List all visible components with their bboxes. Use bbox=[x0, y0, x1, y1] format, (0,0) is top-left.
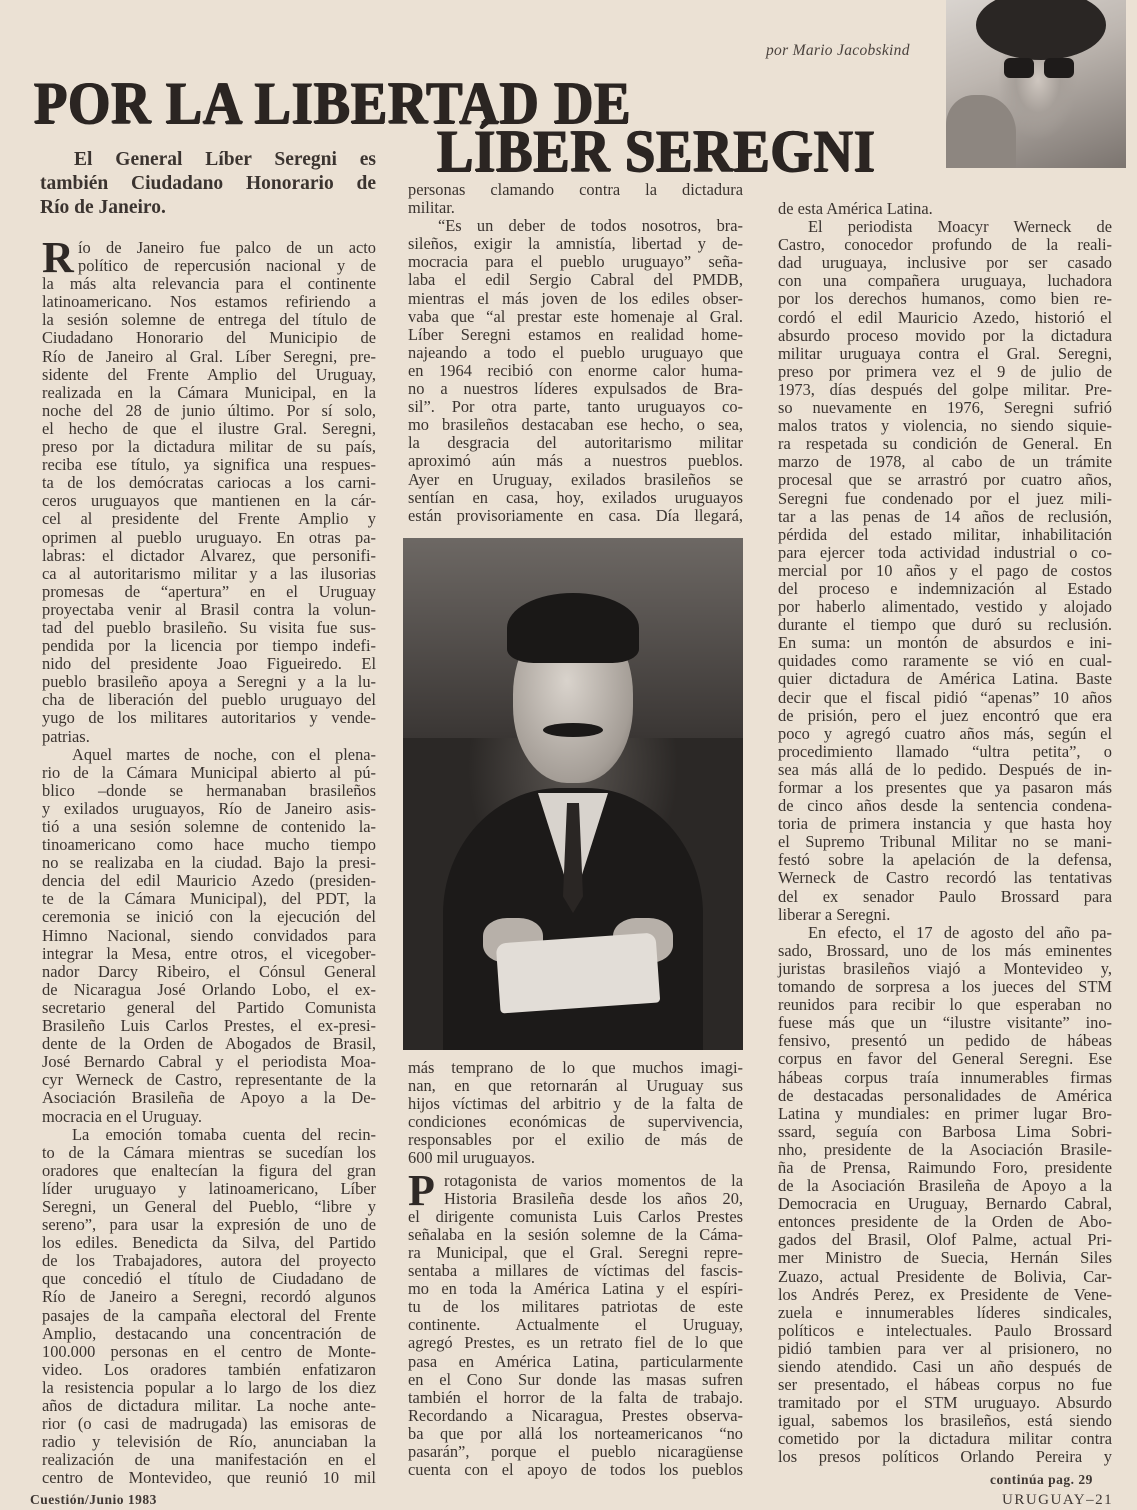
text-line: Ayer en Uruguay, exilados brasileños se bbox=[408, 469, 743, 489]
drop-cap: P bbox=[408, 1165, 435, 1215]
text-line: sileños, exigir la amnistía, libertad y de- bbox=[408, 234, 743, 254]
text-line: patrias. bbox=[42, 726, 90, 746]
text-line: zuela e innumerables líderes sindicales, bbox=[778, 1302, 1112, 1322]
photo-book bbox=[496, 933, 660, 1014]
text-line: la más alta relevancia para el continente bbox=[42, 274, 376, 294]
text-line: pueblo brasileño apoya a Seregni y a la lu- bbox=[42, 672, 376, 692]
text-line: sado, Brossard, uno de los más eminentes bbox=[778, 940, 1112, 960]
paragraph bbox=[778, 924, 1112, 1467]
text-line: rotagonista de varios momentos de la bbox=[444, 1170, 743, 1190]
text-line: nido del presidente Joao Figueiredo. El bbox=[42, 654, 376, 674]
text-line: mo brasileños destacaban ese hecho, o sea, bbox=[408, 415, 743, 435]
text-line: Democracia en Uruguay, Bernardo Cabral, bbox=[778, 1194, 1112, 1214]
footer-issue: Cuestión/Junio 1983 bbox=[30, 1492, 157, 1507]
paragraph bbox=[408, 181, 743, 217]
text-line: ssard, seguía con Barbosa Lima Sobri- bbox=[778, 1121, 1112, 1141]
text-line: cha de liberación del pueblo uruguayo del bbox=[42, 690, 376, 710]
text-line: video. Los oradores también enfatizaron bbox=[42, 1359, 376, 1379]
text-line: fuese más que un “ilustre visitante” ino- bbox=[778, 1013, 1112, 1033]
paragraph bbox=[408, 1059, 743, 1168]
text-line: mientras el más joven de los ediles obser- bbox=[408, 288, 743, 308]
text-line: señalaba en la sesión solemne de la Cáma- bbox=[408, 1224, 743, 1244]
text-line: centro de Montevideo, que reunió 10 mil bbox=[42, 1468, 376, 1488]
headline-line-2: LÍBER SEREGNI bbox=[437, 116, 876, 185]
text-line: ser presentado, el hábeas corpus no fue bbox=[778, 1375, 1112, 1395]
text-line: La emoción tomaba cuenta del recin- bbox=[72, 1124, 376, 1144]
text-line: radio y televisión de Río, anunciaban la bbox=[42, 1432, 376, 1452]
text-line: Aquel martes de noche, con el plena- bbox=[72, 744, 376, 764]
text-line: el hecho de que el ilustre Gral. Seregni, bbox=[42, 418, 376, 438]
text-line: ca al autoritarismo militar y a las ilusorias bbox=[42, 563, 376, 583]
text-line: absurdo proceso movido por la dictadura bbox=[778, 325, 1112, 345]
text-line: malos tratos y violencia, no siendo siquie- bbox=[778, 416, 1112, 436]
text-line: ío de Janeiro fue palco de un acto bbox=[78, 238, 376, 257]
text-line: de esta América Latina. bbox=[778, 199, 933, 218]
text-line: blico –donde se hermanaban brasileños bbox=[42, 780, 376, 800]
text-line: por haberlo alimentado, vestido y alojado bbox=[778, 597, 1112, 617]
text-line: político de repercusión nacional y de bbox=[78, 256, 376, 276]
text-line: José Bernardo Cabral y el periodista Moa- bbox=[42, 1052, 376, 1072]
text-line: los ediles. Benedicta da Silva, del Partido bbox=[42, 1233, 376, 1253]
text-line: cel al presidente del Frente Amplio y bbox=[42, 509, 376, 529]
text-line: Río de Janeiro al Gral. Líber Seregni, pre- bbox=[42, 346, 376, 366]
text-line: de destacadas personalidades de América bbox=[778, 1085, 1112, 1105]
text-line: ta de los demócratas cariocas a los carni- bbox=[42, 473, 376, 493]
text-line: la desgracia del autoritarismo militar bbox=[408, 433, 743, 453]
text-line: militar uruguaya contra el Gral. Seregni, bbox=[778, 343, 1112, 363]
text-line: liberar a Seregni. bbox=[778, 904, 891, 924]
text-line: de cinco años desde la sentencia condena- bbox=[778, 796, 1112, 816]
text-line: juristas brasileños viajó a Montevideo y, bbox=[778, 958, 1112, 978]
text-line: noche del 28 de junio último. Por sí solo, bbox=[42, 400, 376, 420]
text-line: tu de los militares patriotas de este bbox=[408, 1297, 743, 1317]
text-line: tió a una sesión solemne de contenido la- bbox=[42, 817, 376, 836]
byline: por Mario Jacobskind bbox=[766, 42, 910, 59]
text-line: promesas de “apertura” en el Uruguay bbox=[42, 581, 376, 601]
text-line: pidió tambien para ver al prisionero, no bbox=[778, 1338, 1112, 1358]
text-line: najeando a todo el pueblo uruguayo que bbox=[408, 342, 743, 362]
text-line: Asociación Brasileña de Apoyo a la De- bbox=[42, 1088, 376, 1108]
text-line: dencia del edil Mauricio Azedo (presiden- bbox=[42, 871, 376, 891]
article-column-2-top bbox=[408, 181, 743, 525]
text-line: Historia Brasileña desde los años 20, bbox=[444, 1188, 743, 1208]
text-line: ra respetada su condición de General. En bbox=[778, 434, 1112, 454]
text-line: para ejercer toda actividad industrial o co- bbox=[778, 542, 1112, 562]
text-line: “Es un deber de todos nosotros, bra- bbox=[438, 216, 743, 236]
text-line: formar a los presentes que ya pasaron más bbox=[778, 778, 1112, 797]
text-line: sentaba a millares de víctimas del fascis- bbox=[408, 1261, 743, 1281]
text-line: la sesión solemne de entrega del título de bbox=[42, 310, 376, 330]
portrait-glasses bbox=[1004, 58, 1076, 80]
text-line: Zuazo, actual Presidente de Bolivia, Car- bbox=[778, 1266, 1112, 1286]
article-column-1 bbox=[42, 233, 376, 1488]
subheading-line: Río de Janeiro. bbox=[40, 197, 166, 218]
text-line: sea más allá de lo pedido. Después de in- bbox=[778, 759, 1112, 779]
text-line: Castro, conocedor profundo de la reali- bbox=[778, 235, 1112, 255]
text-line: sentían en casa, hoy, exilados uruguayos bbox=[408, 487, 743, 507]
text-line: los presos políticos Orlando Pereira y bbox=[778, 1447, 1112, 1467]
author-portrait-photo bbox=[946, 0, 1126, 168]
subheading bbox=[40, 148, 376, 220]
text-line: el dirigente comunista Luis Carlos Prestes bbox=[408, 1206, 743, 1226]
text-line: to de la Cámara mientras se sucedían los bbox=[42, 1142, 376, 1162]
text-line: integrar la Mesa, entre otros, el vicegober- bbox=[42, 943, 376, 963]
text-line: mercial por 10 años y el pago de costos bbox=[778, 560, 1112, 580]
text-line: dente de la Orden de Abogados de Brasil, bbox=[42, 1034, 376, 1054]
text-line: 100.000 personas en el centro de Monte- bbox=[42, 1341, 376, 1361]
text-line: 1973, días después del golpe militar. Pre- bbox=[778, 379, 1112, 399]
text-line: mo en toda la América Latina y el espíri- bbox=[408, 1279, 743, 1299]
text-line: dad uruguaya, inclusive por ser casado bbox=[778, 253, 1112, 273]
text-line: proyectaba venir al Brasil contra la volun- bbox=[42, 599, 376, 619]
paragraph bbox=[42, 746, 376, 1126]
text-line: pasa en América Latina, particularmente bbox=[408, 1351, 743, 1371]
text-line: latinoamericano. Nos estamos refiriendo a bbox=[42, 292, 376, 312]
text-line: políticos e intelectuales. Paulo Brossard bbox=[778, 1320, 1112, 1340]
text-line: Brasileño Luis Carlos Prestes, el ex-presi- bbox=[42, 1016, 376, 1036]
text-line: también el horror de la falta de trabajo. bbox=[408, 1387, 743, 1407]
text-line: sil”. Por otra parte, tanto uruguayos co- bbox=[408, 397, 743, 417]
text-line: mocracia para el pueblo uruguayo” seña- bbox=[408, 252, 743, 272]
text-line: reciba ese título, ya significa una respues- bbox=[42, 455, 376, 475]
text-line: te de la Cámara Municipal), del PDT, la bbox=[42, 889, 376, 909]
text-line: mer Ministro de Suecia, Hernán Siles bbox=[778, 1248, 1112, 1268]
text-line: líder uruguayo y latinoamericano, Líber bbox=[42, 1178, 376, 1198]
text-line: rio de la Cámara Municipal abierto al pú- bbox=[42, 762, 376, 782]
text-line: nho, presidente de la Asociación Brasile- bbox=[778, 1139, 1112, 1159]
text-line: hijos víctimas del arbitrio y de la falta de bbox=[408, 1094, 743, 1114]
text-line: marzo de 1978, al cabo de un trámite bbox=[778, 452, 1112, 472]
text-line: Himno Nacional, siendo convidados para bbox=[42, 925, 376, 945]
text-line: durante el tiempo que duró su reclusión. bbox=[778, 615, 1112, 635]
text-line: siendo atendido. Casi un año después de bbox=[778, 1357, 1112, 1376]
paragraph bbox=[42, 1126, 376, 1488]
text-line: por los derechos humanos, como bien re- bbox=[778, 289, 1112, 309]
paragraph bbox=[778, 218, 1112, 924]
portrait-hair bbox=[976, 0, 1106, 60]
text-line: cyr Werneck de Castro, representante de la bbox=[42, 1070, 376, 1090]
text-line: secretario general del Partido Comunista bbox=[42, 997, 376, 1017]
text-line: mocracia en el Uruguay. bbox=[42, 1106, 203, 1126]
text-line: pasajes de la campaña electoral del Frente bbox=[42, 1305, 376, 1325]
text-line: En suma: un montón de absurdos e ini- bbox=[778, 633, 1112, 653]
text-line: aproximó aún más a nuestros pueblos. bbox=[408, 451, 743, 471]
text-line: ceremonia se inició con la ejecución del bbox=[42, 907, 376, 927]
text-line: no a nuestros líderes expulsados de Bra- bbox=[408, 379, 743, 399]
text-line: realizada en la Cámara Municipal, en la bbox=[42, 382, 376, 402]
text-line: del ex senador Paulo Brossard para bbox=[778, 886, 1112, 906]
text-line: cometido por la dictadura militar contra bbox=[778, 1429, 1112, 1449]
text-line: pendida por la licencia por tiempo indefi- bbox=[42, 636, 376, 656]
text-line: preso por la dictadura militar de su país, bbox=[42, 437, 376, 457]
text-line: sereno”, para usar la expresión de uno de bbox=[42, 1215, 376, 1235]
text-line: Río de Janeiro a Seregni, recordó algunos bbox=[42, 1287, 376, 1307]
text-line: preso por primera vez el 9 de julio de bbox=[778, 361, 1112, 381]
text-line: ra Municipal, que el Gral. Seregni repre- bbox=[408, 1242, 743, 1262]
text-line: labras: el dictador Alvarez, que personifi- bbox=[42, 545, 376, 565]
text-line: Seregni fue condenado por el juez mili- bbox=[778, 488, 1112, 508]
subheading-line: El General Líber Seregni es bbox=[74, 149, 376, 170]
text-line: el Supremo Tribunal Militar no se mani- bbox=[778, 832, 1112, 852]
text-line: personas clamando contra la dictadura bbox=[408, 180, 743, 199]
text-line: procesal que se arrastró por cuatro años, bbox=[778, 470, 1112, 490]
text-line: igual, sabemos los brasileños, está siendo bbox=[778, 1411, 1112, 1431]
text-line: en 1964 recibió con enorme calor huma- bbox=[408, 360, 743, 380]
text-line: en el Cono Sur donde las masas sufren bbox=[408, 1369, 743, 1389]
paragraph bbox=[42, 233, 376, 746]
text-line: realización de una manifestación en el bbox=[42, 1450, 376, 1470]
text-line: años de dictadura militar. La noche ante- bbox=[42, 1396, 376, 1415]
text-line: tramitado por el STM uruguayo. Absurdo bbox=[778, 1393, 1112, 1413]
portrait-hand bbox=[946, 95, 1016, 168]
text-line: continente. Actualmente el Uruguay, bbox=[408, 1315, 743, 1335]
text-line: tomando de sorpresa a los jueces del STM bbox=[778, 977, 1112, 997]
text-line: hábeas corpus traía innumerables firmas bbox=[778, 1067, 1112, 1087]
text-line: y exilados uruguayos, Río de Janeiro asis- bbox=[42, 798, 376, 818]
text-line: ba que por allá los norteamericanos “no bbox=[408, 1423, 743, 1443]
seregni-photo bbox=[403, 538, 743, 1050]
headline-line-1: POR LA LIBERTAD DE bbox=[34, 68, 632, 137]
continued-note: continúa pag. 29 bbox=[990, 1472, 1093, 1487]
text-line: la resistencia popular a lo largo de los diez bbox=[42, 1377, 376, 1397]
text-line: oprimen al pueblo uruguayo. En otras pa- bbox=[42, 527, 376, 547]
drop-cap: R bbox=[42, 233, 74, 282]
text-line: agregó Prestes, es un retrato fiel de lo que bbox=[408, 1333, 743, 1353]
text-line: gados del Brasil, Olof Palme, actual Pri- bbox=[778, 1230, 1112, 1250]
text-line: cuenta con el apoyo de todos los pueblos bbox=[408, 1460, 743, 1480]
text-line: festó sobre la apelación de la defensa, bbox=[778, 850, 1112, 870]
text-line: nan, en que retornarán al Uruguay sus bbox=[408, 1076, 743, 1096]
text-line: de la Asociación Brasileña de Apoyo a la bbox=[778, 1176, 1112, 1196]
text-line: reunidos para recibir lo que esperaban no bbox=[778, 995, 1112, 1015]
text-line: entonces presidente de la Orden de Abo- bbox=[778, 1212, 1112, 1232]
text-line: tar a las penas de 14 años de reclusión, bbox=[778, 506, 1112, 526]
photo-moustache bbox=[543, 723, 603, 737]
text-line: pérdida del estado militar, inhabilitación bbox=[778, 524, 1112, 544]
paragraph bbox=[778, 200, 1112, 218]
text-line: responsables por el exilio de más de bbox=[408, 1130, 743, 1150]
text-line: Latina y mundiales: en primer lugar Bro- bbox=[778, 1103, 1112, 1123]
text-line: En efecto, el 17 de agosto del año pa- bbox=[808, 922, 1112, 942]
text-line: Werneck de Castro recordó las tentativas bbox=[778, 868, 1112, 888]
article-column-2-bottom bbox=[408, 1059, 743, 1479]
text-line: fensivo, presentó un pedido de hábeas bbox=[778, 1031, 1112, 1051]
text-line: ceros uruguayos que mantienen en la cár- bbox=[42, 491, 376, 511]
text-line: decir que el fiscal pidió “apenas” 10 años bbox=[778, 687, 1112, 707]
text-line: vaba que “al prestar este homenaje al Gral. bbox=[408, 306, 743, 326]
text-line: Amplio, destacando una concentración de bbox=[42, 1323, 376, 1343]
text-line: Líber Seregni estamos en realidad home- bbox=[408, 324, 743, 344]
text-line: más temprano de lo que muchos imagi- bbox=[408, 1058, 743, 1077]
subheading-line: también Ciudadano Honorario de bbox=[40, 173, 376, 194]
text-line: los Andrés Perez, ex Presidente de Vene- bbox=[778, 1284, 1112, 1304]
text-line: 600 mil uruguayos. bbox=[408, 1148, 536, 1168]
text-line: condiciones económicas de supervivencia, bbox=[408, 1112, 743, 1132]
text-line: no se realizaba en la ciudad. Bajo la presi- bbox=[42, 853, 376, 873]
text-line: ña de Prensa, Raimundo Foro, presidente bbox=[778, 1157, 1112, 1177]
text-line: sidente del Frente Amplio del Uruguay, bbox=[42, 364, 376, 384]
text-line: corpus en favor del General Seregni. Ese bbox=[778, 1049, 1112, 1069]
text-line: de Nicaragua José Orlando Lobo, el ex- bbox=[42, 979, 376, 999]
text-line: rior (o casi de madrugada) las emisoras de bbox=[42, 1414, 376, 1434]
text-line: de los Trabajadores, autora del proyecto bbox=[42, 1251, 376, 1271]
text-line: cordó el edil Mauricio Azedo, historió el bbox=[778, 307, 1112, 327]
paragraph bbox=[408, 1165, 743, 1480]
text-line: tinoamericano como hace mucho tiempo bbox=[42, 835, 376, 855]
text-line: militar. bbox=[408, 198, 455, 218]
text-line: quier dictadura de América Latina. Baste bbox=[778, 669, 1112, 689]
text-line: quidades como raramente se vió en cual- bbox=[778, 651, 1112, 671]
text-line: nador Darcy Ribeiro, el Cónsul General bbox=[42, 961, 376, 981]
text-line: El periodista Moacyr Werneck de bbox=[808, 217, 1112, 237]
text-line: con una compañera uruguaya, luchadora bbox=[778, 271, 1112, 291]
text-line: Recordando a Nicaragua, Prestes observa- bbox=[408, 1405, 743, 1425]
text-line: que concedió el título de Ciudadano de bbox=[42, 1269, 376, 1289]
text-line: tad del pueblo brasileño. Su visita fue sus- bbox=[42, 617, 376, 637]
text-line: Ciudadano Honorario del Municipio de bbox=[42, 328, 376, 348]
text-line: pasarán”, porque el pueblo nicaragüense bbox=[408, 1441, 743, 1461]
photo-hair bbox=[507, 593, 639, 663]
article-column-3 bbox=[778, 200, 1112, 1467]
text-line: laba el edil Sergio Cabral del PMDB, bbox=[408, 270, 743, 290]
footer-page-number: URUGUAY–21 bbox=[1002, 1492, 1114, 1508]
text-line: oradores que enaltecían la figura del gran bbox=[42, 1160, 376, 1180]
text-line: de prisión, pero el juez encontró que era bbox=[778, 705, 1112, 725]
text-line: yugo de los militares autoritarios y vende- bbox=[42, 708, 376, 728]
text-line: están provisoriamente en casa. Día llegará, bbox=[408, 505, 743, 525]
paragraph bbox=[408, 217, 743, 525]
text-line: del proceso e indemnización al Estado bbox=[778, 578, 1112, 598]
text-line: procedimiento llamado “ultra petita”, o bbox=[778, 741, 1112, 761]
text-line: Seregni, un General del Pueblo, “libre y bbox=[42, 1196, 376, 1216]
text-line: toria de primera instancia y que hasta hoy bbox=[778, 814, 1112, 834]
text-line: so nuevamente en 1976, Seregni sufrió bbox=[778, 398, 1112, 418]
text-line: poco y agregó cuatro años más, según el bbox=[778, 723, 1112, 743]
